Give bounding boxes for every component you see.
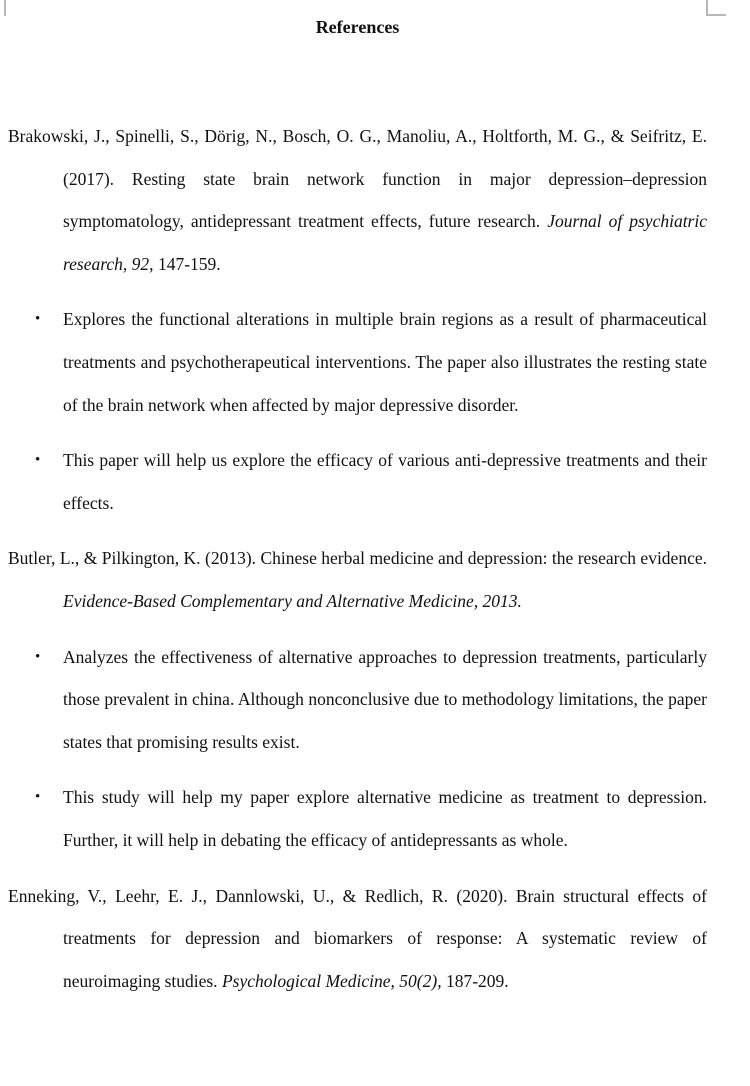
- reference-citation: Butler, L., & Pilkington, K. (2013). Chinese herbal medicine and depression: the research evidence.: [8, 548, 707, 569]
- reference-source: Evidence-Based Complementary and Alternative Medicine, 2013.: [63, 590, 522, 611]
- annotation-list: [8, 298, 707, 524]
- annotation-text: Explores the functional alterations in multiple brain regions as a result of pharmaceutical treatments and psychotherapeutical interventions. The paper also illustrates the resting state of the brain network when affected by major depressive disorder.: [63, 309, 707, 415]
- crop-mark-left: [0, 0, 6, 16]
- bullet-icon: •: [35, 452, 41, 469]
- reference-citation: Brakowski, J., Spinelli, S., Dörig, N., Bosch, O. G., Manoliu, A., Holtforth, M. G., & Seifritz, E. (2017). Resting state brain network function in major depression–depression symptomatology, antidepressant treatment effects, future research.: [8, 126, 707, 232]
- annotation-item: [8, 439, 707, 524]
- bullet-icon: •: [35, 789, 41, 806]
- annotation-text: This paper will help us explore the efficacy of various anti-depressive treatments and their effects.: [63, 450, 707, 513]
- page-title: References: [315, 17, 400, 37]
- reference-citation: Enneking, V., Leehr, E. J., Dannlowski, U., & Redlich, R. (2020). Brain structural effects of treatments for depression and biomarkers of response: A systematic review of neuroimaging studies.: [8, 885, 707, 991]
- annotation-item: [8, 776, 707, 861]
- annotation-text: Analyzes the effectiveness of alternative approaches to depression treatments, particularly those prevalent in china. Although nonconclusive due to methodology limitations, the paper states that promising results exist.: [63, 646, 707, 752]
- references-list: [8, 115, 707, 1015]
- bullet-icon: •: [35, 311, 41, 328]
- reference-source: Journal of psychiatric research, 92,: [63, 211, 707, 274]
- reference-source: Psychological Medicine, 50(2),: [221, 970, 442, 991]
- annotation-item: [8, 636, 707, 764]
- annotation-item: [8, 298, 707, 426]
- reference-pages: 147-159.: [153, 253, 221, 274]
- reference-pages: 187-209.: [441, 970, 509, 991]
- reference-entry: [8, 875, 707, 1003]
- reference-entry: [8, 537, 707, 622]
- bullet-icon: •: [35, 648, 41, 665]
- crop-mark-right: [706, 0, 726, 16]
- annotation-list: [8, 636, 707, 862]
- annotation-text: This study will help my paper explore alternative medicine as treatment to depression. Further, it will help in debating the efficacy of antidepressants as whole.: [63, 787, 707, 850]
- reference-entry: [8, 115, 707, 285]
